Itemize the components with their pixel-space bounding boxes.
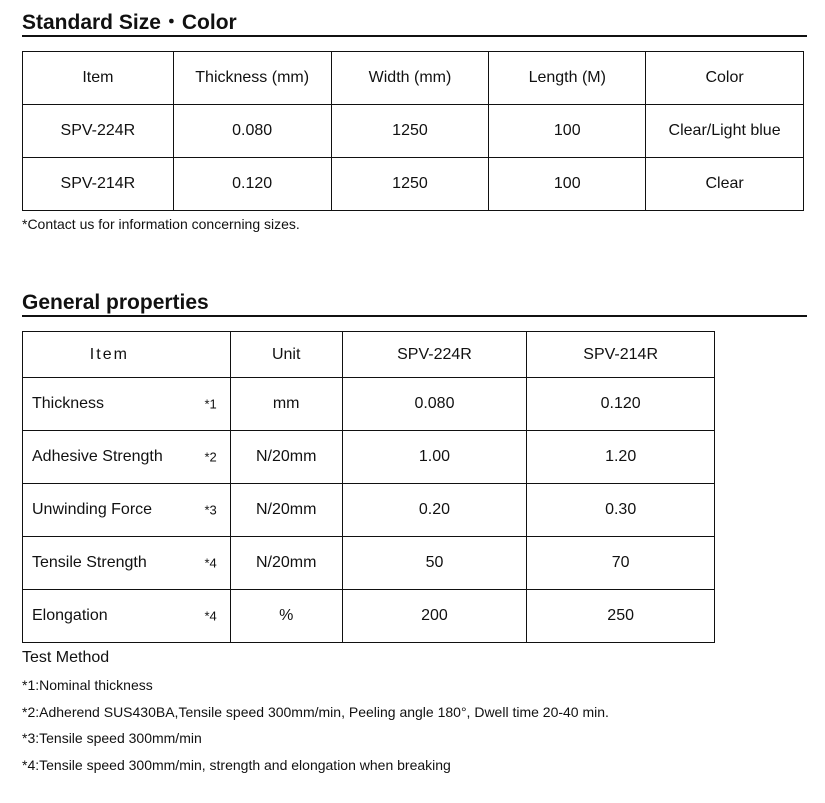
- value-cell: 1.20: [527, 431, 715, 484]
- value-cell: 50: [342, 537, 527, 590]
- column-header: Thickness (mm): [173, 52, 331, 105]
- property-cell: [23, 378, 231, 431]
- value-cell: 70: [527, 537, 715, 590]
- property-name: Adhesive Strength: [32, 448, 163, 465]
- table-cell: 0.080: [173, 105, 331, 158]
- value-cell: 0.080: [342, 378, 527, 431]
- standard-size-table: [22, 51, 804, 211]
- column-header: Color: [646, 52, 804, 105]
- table-row: [23, 105, 804, 158]
- test-method-note: *2:Adherend SUS430BA,Tensile speed 300mm/min, Peeling angle 180°, Dwell time 20-40 min.: [22, 704, 609, 720]
- table-header-row: [23, 52, 804, 105]
- footnote-marker: *2: [204, 449, 217, 465]
- table-row: [23, 484, 715, 537]
- unit-cell: N/20mm: [230, 431, 342, 484]
- value-cell: 250: [527, 590, 715, 643]
- table-row: [23, 590, 715, 643]
- footnote-marker: *4: [204, 608, 217, 624]
- property-cell: [23, 590, 231, 643]
- table-cell: Clear/Light blue: [646, 105, 804, 158]
- table-cell: 100: [489, 105, 646, 158]
- table-cell: SPV-224R: [23, 105, 174, 158]
- value-cell: 200: [342, 590, 527, 643]
- table-cell: 0.120: [173, 158, 331, 211]
- column-header: Unit: [230, 332, 342, 378]
- property-name: Tensile Strength: [32, 554, 147, 571]
- unit-cell: mm: [230, 378, 342, 431]
- footnote-marker: *4: [204, 555, 217, 571]
- column-header: SPV-224R: [342, 332, 527, 378]
- property-name: Thickness: [32, 395, 105, 412]
- property-cell: [23, 537, 231, 590]
- footnote-marker: *1: [204, 396, 217, 412]
- column-header: Length (M): [489, 52, 646, 105]
- table-row: [23, 378, 715, 431]
- test-method-note: *4:Tensile speed 300mm/min, strength and elongation when breaking: [22, 757, 451, 773]
- table-row: [23, 537, 715, 590]
- section-title-general-properties: General properties: [22, 291, 807, 317]
- table-header-row: [23, 332, 715, 378]
- column-header: Width (mm): [331, 52, 489, 105]
- section-title-standard-size: Standard Size・Color: [22, 11, 807, 37]
- value-cell: 0.120: [527, 378, 715, 431]
- value-cell: 0.30: [527, 484, 715, 537]
- table-row: [23, 158, 804, 211]
- column-header: Item: [23, 332, 231, 378]
- table-cell: 100: [489, 158, 646, 211]
- value-cell: 0.20: [342, 484, 527, 537]
- property-cell: [23, 484, 231, 537]
- table-cell: Clear: [646, 158, 804, 211]
- size-contact-note: *Contact us for information concerning sizes.: [22, 216, 300, 232]
- column-header: SPV-214R: [527, 332, 715, 378]
- unit-cell: %: [230, 590, 342, 643]
- footnote-marker: *3: [204, 502, 217, 518]
- property-name: Elongation: [32, 607, 108, 624]
- test-method-note: *1:Nominal thickness: [22, 677, 153, 693]
- property-cell: [23, 431, 231, 484]
- value-cell: 1.00: [342, 431, 527, 484]
- general-properties-table: [22, 331, 715, 643]
- table-row: [23, 431, 715, 484]
- column-header: Item: [23, 52, 174, 105]
- test-method-title: Test Method: [22, 649, 110, 666]
- test-method-note: *3:Tensile speed 300mm/min: [22, 730, 202, 746]
- unit-cell: N/20mm: [230, 537, 342, 590]
- table-cell: SPV-214R: [23, 158, 174, 211]
- table-cell: 1250: [331, 105, 489, 158]
- unit-cell: N/20mm: [230, 484, 342, 537]
- property-name: Unwinding Force: [32, 501, 153, 518]
- table-cell: 1250: [331, 158, 489, 211]
